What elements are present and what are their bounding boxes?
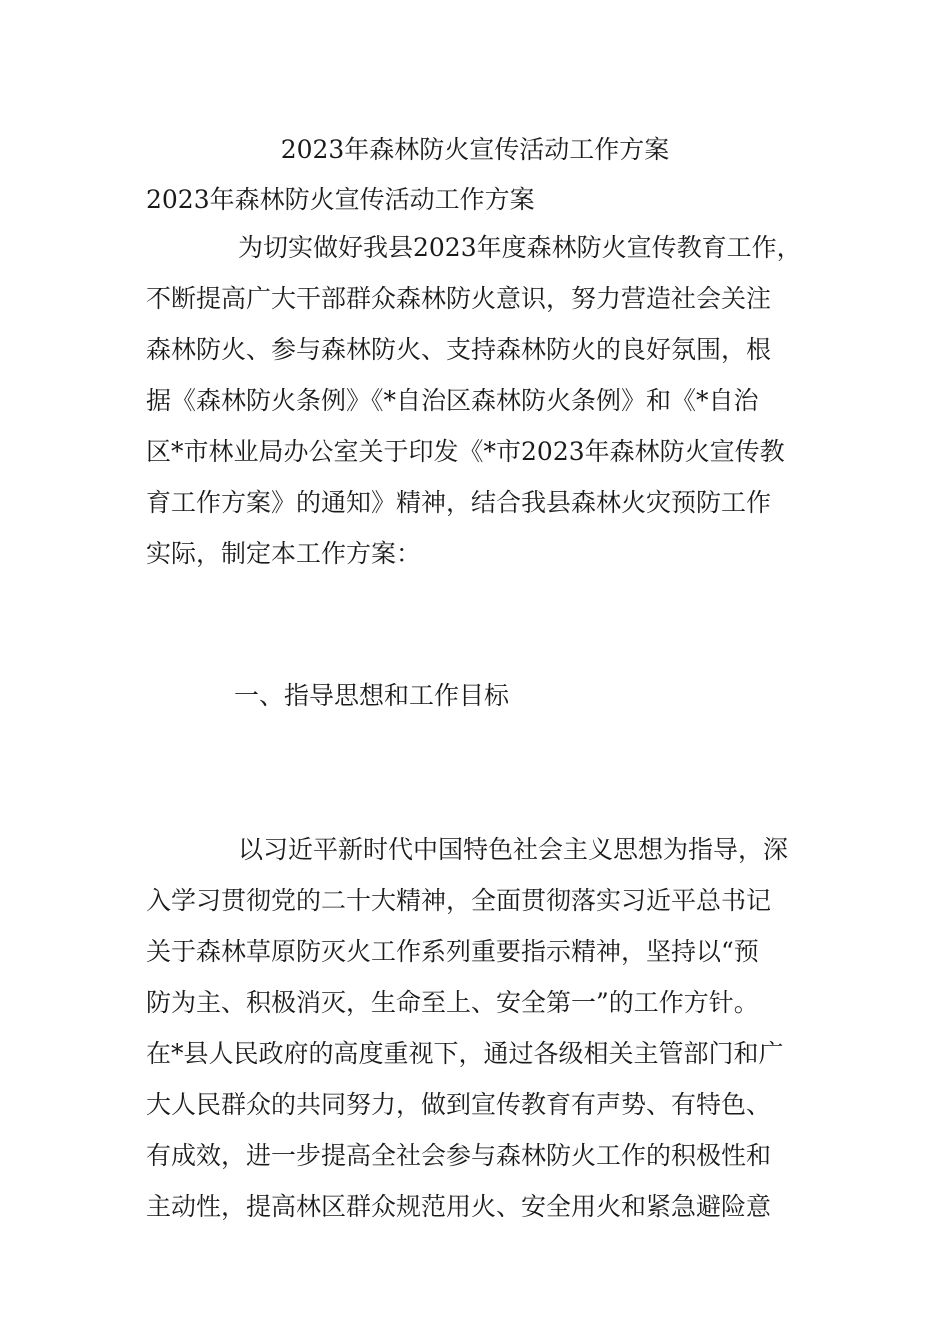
intro-line: 实际，制定本工作方案： xyxy=(146,539,422,568)
section-line: 关于森林草原防灭火工作系列重要指示精神，坚持以“预 xyxy=(146,937,759,966)
intro-line: 不断提高广大干部群众森林防火意识，努力营造社会关注 xyxy=(146,284,772,313)
intro-line: 森林防火、参与森林防火、支持森林防火的良好氛围，根 xyxy=(146,335,772,364)
document-title: 2023年森林防火宣传活动工作方案 xyxy=(280,135,670,164)
section-paragraph xyxy=(146,824,826,1232)
section-line: 防为主、积极消灭，生命至上、安全第一”的工作方针。 xyxy=(146,988,759,1017)
section-line: 以习近平新时代中国特色社会主义思想为指导，深 xyxy=(238,835,789,864)
intro-line: 区*市林业局办公室关于印发《*市2023年森林防火宣传教 xyxy=(146,437,785,466)
intro-paragraph xyxy=(146,222,826,579)
section-line: 大人民群众的共同努力，做到宣传教育有声势、有特色、 xyxy=(146,1090,772,1119)
section-line: 在*县人民政府的高度重视下，通过各级相关主管部门和广 xyxy=(146,1039,784,1068)
section-line: 入学习贯彻党的二十大精神，全面贯彻落实习近平总书记 xyxy=(146,886,772,915)
intro-line: 育工作方案》的通知》精神，结合我县森林火灾预防工作 xyxy=(146,488,772,517)
section-line: 主动性，提高林区群众规范用火、安全用火和紧急避险意 xyxy=(146,1192,772,1221)
section-line: 有成效，进一步提高全社会参与森林防火工作的积极性和 xyxy=(146,1141,772,1170)
intro-line: 为切实做好我县2023年度森林防火宣传教育工作， xyxy=(238,233,802,262)
intro-line: 据《森林防火条例》《*自治区森林防火条例》和《*自治 xyxy=(146,386,759,415)
document-subtitle: 2023年森林防火宣传活动工作方案 xyxy=(146,185,535,214)
section-heading: 一、指导思想和工作目标 xyxy=(234,681,510,710)
